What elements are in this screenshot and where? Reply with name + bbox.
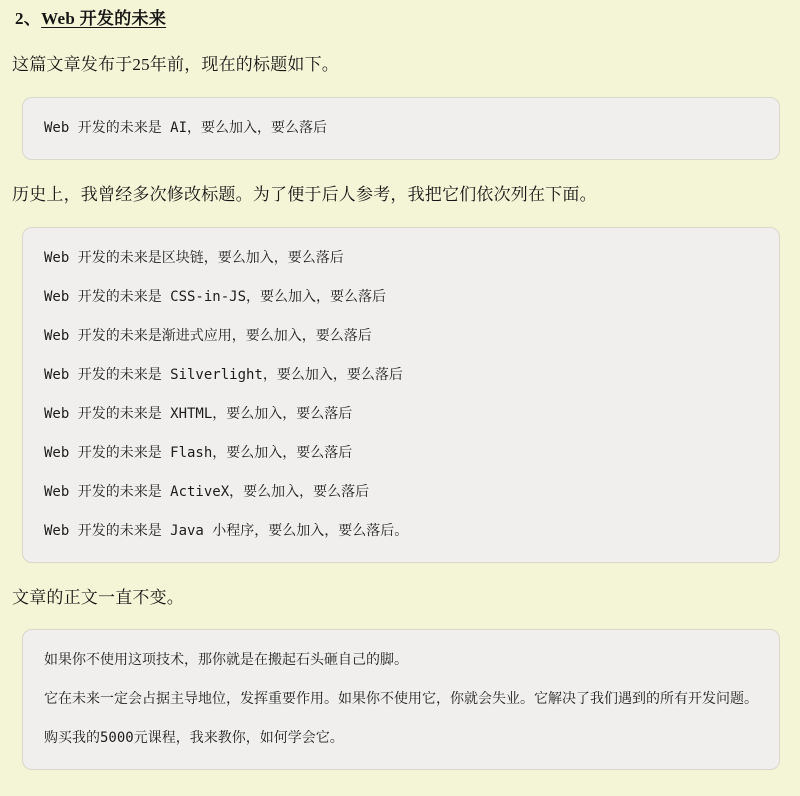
paragraph-body-note: 文章的正文一直不变。 bbox=[12, 587, 184, 607]
section-heading bbox=[15, 8, 786, 30]
quote-line: Web 开发的未来是区块链，要么加入，要么落后 bbox=[44, 249, 344, 266]
quote-history-titles bbox=[22, 227, 780, 563]
quote-line: 如果你不使用这项技术，那你就是在搬起石头砸自己的脚。 bbox=[44, 652, 408, 669]
quote-article-body bbox=[22, 629, 780, 770]
quote-line: Web 开发的未来是 Silverlight，要么加入，要么落后 bbox=[44, 366, 403, 383]
quote-line: Web 开发的未来是 Java 小程序，要么加入，要么落后。 bbox=[44, 522, 409, 539]
quote-line: Web 开发的未来是 ActiveX，要么加入，要么落后 bbox=[44, 483, 370, 500]
paragraph-intro: 这篇文章发布于25年前，现在的标题如下。 bbox=[12, 55, 339, 75]
quote-line: Web 开发的未来是渐进式应用，要么加入，要么落后 bbox=[44, 327, 372, 344]
quote-line: 购买我的5000元课程，我来教你，如何学会它。 bbox=[44, 730, 344, 747]
quote-line: Web 开发的未来是 Flash，要么加入，要么落后 bbox=[44, 444, 353, 461]
quote-line: 它在未来一定会占据主导地位，发挥重要作用。如果你不使用它，你就会失业。它解决了我们遇到的所有开发问题。 bbox=[44, 691, 758, 708]
paragraph-history: 历史上，我曾经多次修改标题。为了便于后人参考，我把它们依次列在下面。 bbox=[12, 184, 597, 204]
quote-line: Web 开发的未来是 XHTML，要么加入，要么落后 bbox=[44, 405, 353, 422]
quote-current-title bbox=[22, 97, 780, 160]
quote-line: Web 开发的未来是 CSS-in-JS，要么加入，要么落后 bbox=[44, 288, 387, 305]
quote-line: Web 开发的未来是 AI，要么加入，要么落后 bbox=[44, 119, 327, 136]
section-title-link[interactable]: Web 开发的未来 bbox=[41, 9, 167, 28]
section-number: 2、 bbox=[15, 9, 42, 28]
